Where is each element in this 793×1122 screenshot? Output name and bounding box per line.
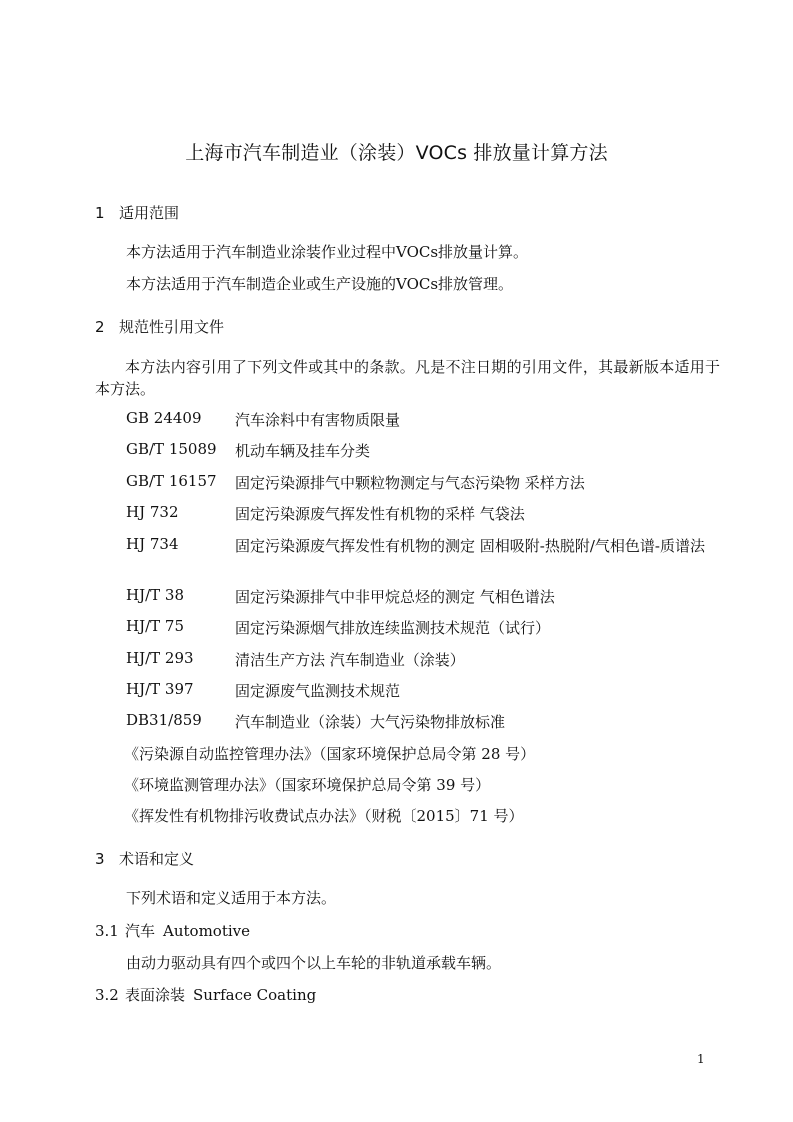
- section-3-number: 3: [95, 850, 105, 868]
- term-number: 3.2: [95, 986, 119, 1004]
- term-number: 3.1: [95, 922, 119, 940]
- document-title: 上海市汽车制造业（涂装）VOCs 排放量计算方法: [185, 142, 608, 164]
- reference-code: HJ/T 75: [126, 617, 185, 635]
- reference-title: 固定污染源排气中非甲烷总烃的测定 气相色谱法: [235, 588, 555, 606]
- term-english: Automotive: [163, 922, 250, 940]
- other-reference: 《挥发性有机物排污收费试点办法》（财税〔2015〕71 号）: [124, 807, 524, 825]
- reference-code: DB31/859: [126, 711, 202, 729]
- reference-code: HJ/T 397: [126, 680, 194, 698]
- reference-code: GB/T 15089: [126, 440, 217, 458]
- reference-title: 固定污染源烟气排放连续监测技术规范（试行）: [235, 619, 551, 637]
- reference-code: HJ/T 38: [126, 586, 185, 604]
- section-1-heading: [95, 202, 179, 223]
- section-1-paragraph-2: 本方法适用于汽车制造企业或生产设施的VOCs排放管理。: [126, 275, 514, 293]
- section-3-heading: [95, 848, 194, 869]
- section-2-title: 规范性引用文件: [119, 318, 225, 336]
- reference-title: 固定污染源排气中颗粒物测定与气态污染物 采样方法: [235, 474, 585, 492]
- reference-title: 机动车辆及挂车分类: [235, 442, 371, 460]
- reference-title: 汽车涂料中有害物质限量: [235, 411, 401, 429]
- term-3-1-heading: [95, 920, 250, 941]
- reference-title: 固定源废气监测技术规范: [235, 682, 401, 700]
- section-3-title: 术语和定义: [119, 850, 195, 868]
- reference-code: GB/T 16157: [126, 472, 217, 490]
- section-1-title: 适用范围: [119, 204, 180, 222]
- term-english: Surface Coating: [193, 986, 317, 1004]
- section-1-number: 1: [95, 204, 105, 222]
- section-2-number: 2: [95, 318, 105, 336]
- reference-title: 固定污染源废气挥发性有机物的采样 气袋法: [235, 505, 525, 523]
- section-2-heading: [95, 316, 224, 337]
- reference-title: 固定污染源废气挥发性有机物的测定 固相吸附-热脱附/气相色谱-质谱法: [235, 537, 705, 555]
- page-number: 1: [697, 1052, 705, 1066]
- section-3-intro: 下列术语和定义适用于本方法。: [126, 889, 337, 907]
- term-chinese: 表面涂装: [125, 986, 186, 1004]
- section-1-paragraph-1: 本方法适用于汽车制造业涂装作业过程中VOCs排放量计算。: [126, 243, 529, 261]
- reference-title: 汽车制造业（涂装）大气污染物排放标准: [235, 713, 506, 731]
- term-3-1-definition: 由动力驱动具有四个或四个以上车轮的非轨道承载车辆。: [126, 954, 502, 972]
- term-chinese: 汽车: [125, 922, 156, 940]
- reference-code: GB 24409: [126, 409, 202, 427]
- reference-code: HJ 734: [126, 535, 179, 553]
- other-reference: 《环境监测管理办法》（国家环境保护总局令第 39 号）: [124, 776, 491, 794]
- reference-title: 清洁生产方法 汽车制造业（涂装）: [235, 651, 465, 669]
- other-reference: 《污染源自动监控管理办法》（国家环境保护总局令第 28 号）: [124, 745, 536, 763]
- reference-code: HJ 732: [126, 503, 179, 521]
- term-3-2-heading: [95, 984, 316, 1005]
- reference-code: HJ/T 293: [126, 649, 194, 667]
- section-2-intro: 本方法内容引用了下列文件或其中的条款。凡是不注日期的引用文件，其最新版本适用于本方法。: [95, 358, 720, 398]
